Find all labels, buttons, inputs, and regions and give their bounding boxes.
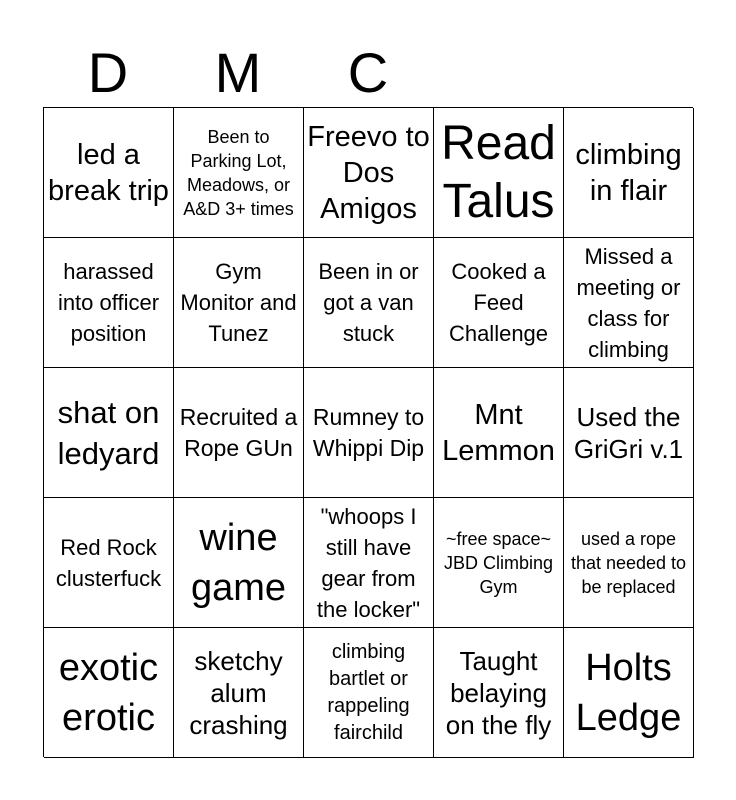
bingo-cell — [174, 498, 304, 628]
bingo-cell — [434, 368, 564, 498]
cell-text: ~free space~ JBD Climbing Gym — [443, 528, 554, 597]
cell-text: climbing in flair — [575, 138, 682, 207]
bingo-cell — [434, 628, 564, 758]
header-letter-d: D — [87, 41, 129, 104]
bingo-cell — [564, 368, 694, 498]
bingo-cell — [174, 238, 304, 368]
bingo-cell — [44, 368, 174, 498]
cell-text: Been in or got a van stuck — [318, 259, 419, 346]
cell-text: Recruited a Rope GUn — [179, 403, 298, 461]
bingo-cell — [304, 628, 434, 758]
bingo-cell — [564, 498, 694, 628]
bingo-cell — [304, 368, 434, 498]
bingo-cell — [44, 498, 174, 628]
bingo-cell — [44, 628, 174, 758]
cell-text: wine game — [190, 516, 287, 609]
bingo-cell — [44, 108, 174, 238]
cell-text: Gym Monitor and Tunez — [180, 259, 297, 346]
bingo-cell — [434, 238, 564, 368]
cell-text: used a rope that needed to be replaced — [570, 528, 687, 597]
bingo-cell — [564, 628, 694, 758]
bingo-cell — [434, 108, 564, 238]
bingo-cell — [564, 238, 694, 368]
cell-text: Read Talus — [441, 116, 556, 228]
cell-text: Red Rock clusterfuck — [55, 534, 162, 591]
cell-text: Holts Ledge — [575, 646, 682, 739]
header-letter-c: C — [347, 41, 389, 104]
cell-text: shat on ledyard — [57, 394, 160, 471]
bingo-cell — [44, 238, 174, 368]
cell-text: Used the GriGri v.1 — [573, 401, 684, 464]
bingo-cell — [564, 108, 694, 238]
cell-text: Been to Parking Lot, Meadows, or A&D 3+ times — [183, 126, 294, 219]
header-letter-m: M — [214, 41, 262, 104]
bingo-header — [43, 40, 693, 106]
cell-text: Mnt Lemmon — [442, 398, 555, 467]
cell-text: Taught belaying on the fly — [445, 645, 552, 740]
bingo-cell — [304, 498, 434, 628]
bingo-cell — [434, 498, 564, 628]
bingo-board — [43, 107, 693, 757]
bingo-cell — [174, 628, 304, 758]
cell-text: Cooked a Feed Challenge — [448, 259, 549, 346]
cell-text: "whoops I still have gear from the locker" — [316, 503, 421, 622]
cell-text: sketchy alum crashing — [189, 645, 288, 740]
cell-text: led a break trip — [48, 138, 169, 207]
bingo-cell — [174, 368, 304, 498]
cell-text: harassed into officer position — [57, 259, 160, 346]
cell-text: Rumney to Whippi Dip — [312, 403, 425, 461]
cell-text: Freevo to Dos Amigos — [307, 120, 430, 225]
bingo-cell — [174, 108, 304, 238]
cell-text: exotic erotic — [58, 646, 159, 739]
bingo-cell — [304, 238, 434, 368]
bingo-cell — [304, 108, 434, 238]
cell-text: climbing bartlet or rappeling fairchild — [327, 640, 410, 744]
cell-text: Missed a meeting or class for climbing — [576, 243, 681, 362]
